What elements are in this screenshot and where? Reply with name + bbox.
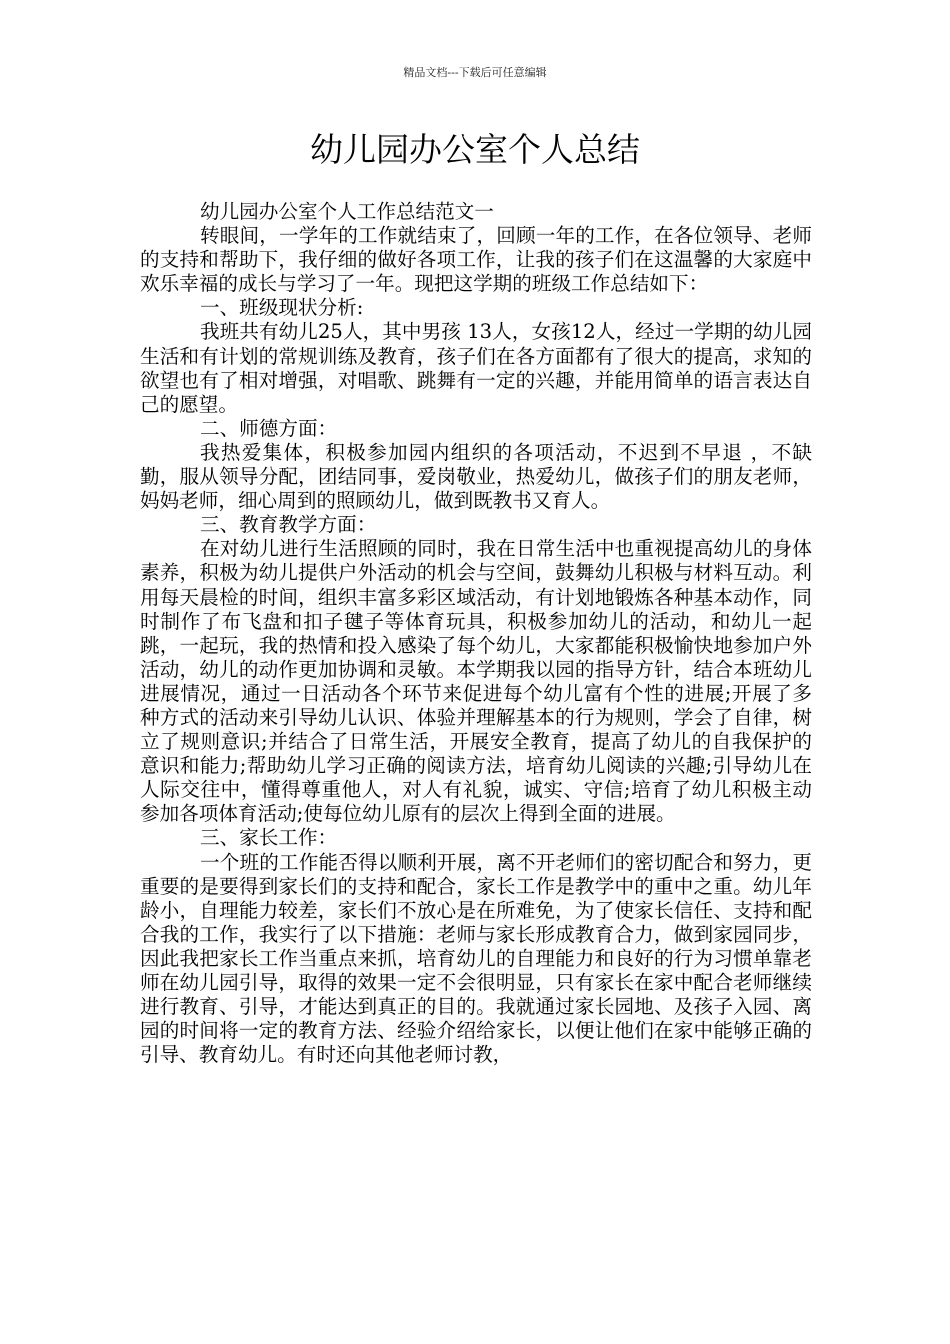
paragraph-teaching: 在对幼儿进行生活照顾的同时，我在日常生活中也重视提高幼儿的身体素养，积极为幼儿提供户外活动的机会与空间，鼓舞幼儿积极与材料互动。利用每天晨检的时间，组织丰富多彩区域活动，有计划地锻炼各种基本动作，同时制作了布飞盘和扣子毽子等体育玩具，积极参加幼儿的活动，和幼儿一起跳，一起玩，我的热情和投入感染了每个幼儿，大家都能积极愉快地参加户外活动，幼儿的动作更加协调和灵敏。本学期我以园的指导方针，结合本班幼儿进展情况，通过一日活动各个环节来促进每个幼儿富有个性的进展;开展了多种方式的活动来引导幼儿认识、体验并理解基本的行为规则，学会了自律，树立了规则意识;并结合了日常生活，开展安全教育，提高了幼儿的自我保护的意识和能力;帮助幼儿学习正确的阅读方法，培育幼儿阅读的兴趣;引导幼儿在人际交往中，懂得尊重他人，对人有礼貌，诚实、守信;培育了幼儿积极主动参加各项体育活动;使每位幼儿原有的层次上得到全面的进展。 (140, 537, 812, 826)
page-header: 精品文档---下载后可任意编辑 (403, 66, 547, 79)
section-heading-parents: 三、家长工作： (200, 826, 338, 850)
section-heading-teaching: 三、教育教学方面： (200, 513, 377, 537)
paragraph-parents: 一个班的工作能否得以顺利开展，离不开老师们的密切配合和努力，更重要的是要得到家长们的支持和配合，家长工作是教学中的重中之重。幼儿年龄小，自理能力较差，家长们不放心是在所难免，为了使家长信任、支持和配合我的工作，我实行了以下措施：老师与家长形成教育合力，做到家园同步，因此我把家长工作当重点来抓，培育幼儿的自理能力和良好的行为习惯单靠老师在幼儿园引导，取得的效果一定不会很明显，只有家长在家中配合老师继续进行教育、引导，才能达到真正的目的。我就通过家长园地、及孩子入园、离园的时间将一定的教育方法、经验介绍给家长，以便让他们在家中能够正确的引导、教育幼儿。有时还向其他老师讨教， (140, 850, 812, 1067)
section-heading-class-status: 一、班级现状分析: (200, 296, 364, 320)
document-title: 幼儿园办公室个人总结 (310, 130, 640, 169)
paragraph-subtitle: 幼儿园办公室个人工作总结范文一 (200, 200, 494, 223)
section-heading-ethics: 二、师德方面： (200, 416, 338, 440)
paragraph-intro: 转眼间，一学年的工作就结束了，回顾一年的工作，在各位领导、老师的支持和帮助下，我仔细的做好各项工作，让我的孩子们在这温馨的大家庭中欢乐幸福的成长与学习了一年。现把这学期的班级工作总结如下： (140, 224, 812, 296)
paragraph-class-status: 我班共有幼儿25人，其中男孩 13人，女孩12人，经过一学期的幼儿园生活和有计划的常规训练及教育，孩子们在各方面都有了很大的提高，求知的欲望也有了相对增强，对唱歌、跳舞有一定的兴趣，并能用简单的语言表达自己的愿望。 (140, 320, 812, 416)
paragraph-ethics: 我热爱集体，积极参加园内组织的各项活动，不迟到不早退 ，不缺勤，服从领导分配，团结同事，爱岗敬业，热爱幼儿，做孩子们的朋友老师，妈妈老师，细心周到的照顾幼儿，做到既教书又育人。 (140, 440, 812, 513)
document-body (140, 200, 812, 1067)
